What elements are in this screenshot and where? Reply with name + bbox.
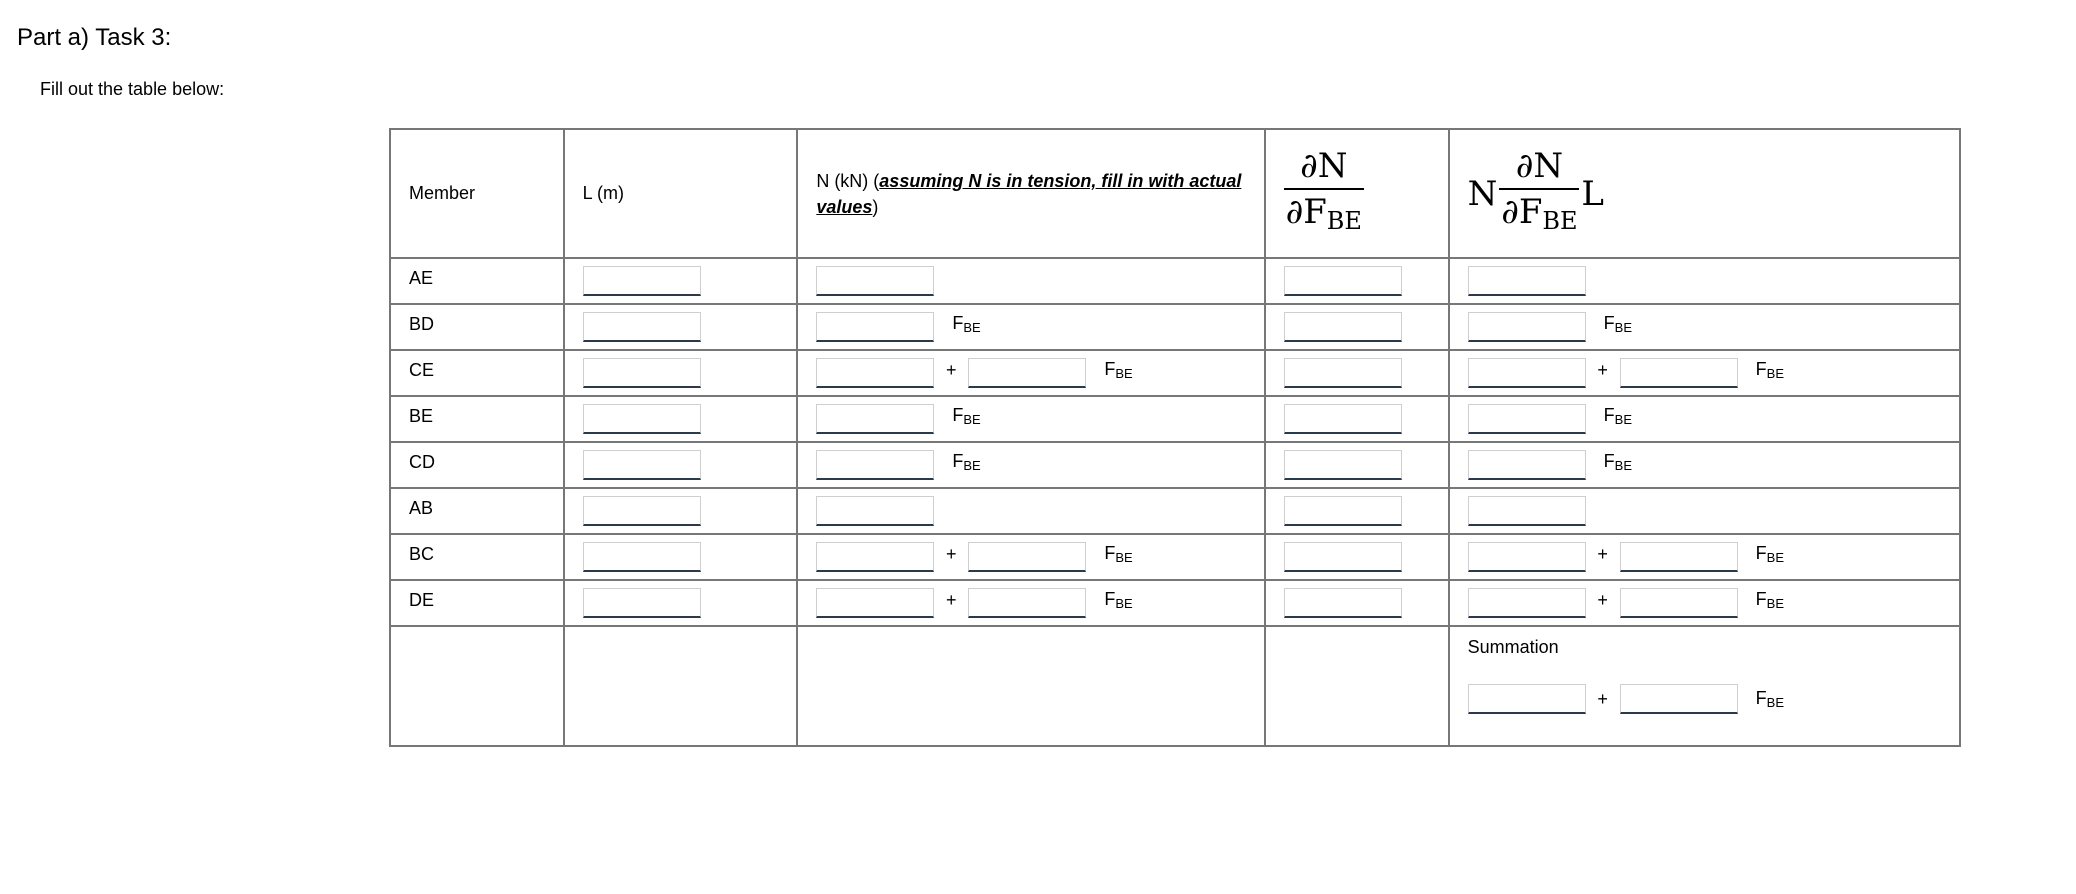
derivative-cell	[1265, 488, 1449, 534]
derivative-constant-input[interactable]	[1284, 450, 1402, 480]
fbe-subscript: BE	[1766, 695, 1784, 710]
member-cell	[390, 534, 564, 580]
derivative-cell	[1265, 350, 1449, 396]
product-cell	[1449, 488, 1960, 534]
fbe-term-label	[1604, 405, 1632, 427]
fbe-base: F	[952, 451, 964, 471]
fbe-subscript: BE	[963, 458, 981, 473]
fbe-subscript: BE	[963, 412, 981, 427]
product-constant-input[interactable]	[1468, 496, 1586, 526]
product-coefficient-input[interactable]	[1620, 588, 1738, 618]
fbe-term-label	[1104, 543, 1132, 565]
plus-sign: +	[1597, 359, 1608, 380]
length-cell	[564, 396, 798, 442]
fraction-bar	[1499, 188, 1579, 190]
derivative-constant-input[interactable]	[1284, 358, 1402, 388]
fbe-base: F	[1104, 589, 1116, 609]
summation-coefficient-input[interactable]	[1620, 684, 1738, 714]
member-name: BD	[409, 313, 435, 334]
fbe-term-label	[1104, 359, 1132, 381]
member-name: CE	[409, 359, 435, 380]
fbe-base: F	[952, 405, 964, 425]
length-cell	[564, 350, 798, 396]
product-constant-input[interactable]	[1468, 450, 1586, 480]
derivative-constant-input[interactable]	[1284, 266, 1402, 296]
member-name: AE	[409, 267, 434, 288]
header-member-label: Member	[409, 183, 476, 203]
fbe-subscript: BE	[1614, 320, 1632, 335]
header-length-label: L (m)	[582, 183, 624, 203]
derivative-fraction	[1284, 146, 1364, 241]
length-constant-input[interactable]	[583, 450, 701, 480]
product-constant-input[interactable]	[1468, 312, 1586, 342]
product-line	[1468, 581, 1941, 625]
empty-cell	[564, 626, 798, 746]
fbe-base: F	[1603, 313, 1615, 333]
length-constant-input[interactable]	[583, 358, 701, 388]
table-row	[390, 350, 1960, 396]
derivative-cell	[1265, 258, 1449, 304]
length-constant-input[interactable]	[583, 266, 701, 296]
force-constant-input[interactable]	[816, 588, 934, 618]
derivative-denominator-base: ∂F	[1285, 192, 1327, 232]
empty-cell	[390, 626, 564, 746]
force-line	[816, 443, 1245, 487]
force-line	[816, 397, 1245, 441]
product-constant-input[interactable]	[1468, 358, 1586, 388]
length-cell	[564, 580, 798, 626]
fbe-term-label	[952, 451, 980, 473]
force-constant-input[interactable]	[816, 312, 934, 342]
force-constant-input[interactable]	[816, 266, 934, 296]
table-row	[390, 488, 1960, 534]
product-cell	[1449, 442, 1960, 488]
product-denominator-sub: BE	[1542, 207, 1578, 235]
fbe-subscript: BE	[1115, 550, 1133, 565]
product-l: L	[1581, 173, 1604, 214]
table-row	[390, 534, 1960, 580]
force-cell	[797, 396, 1264, 442]
product-line	[1468, 489, 1941, 533]
fbe-term-label	[1756, 543, 1784, 565]
summation-row	[390, 626, 1960, 746]
length-line	[583, 259, 779, 303]
force-constant-input[interactable]	[816, 542, 934, 572]
force-cell	[797, 350, 1264, 396]
product-cell	[1449, 580, 1960, 626]
member-cell	[390, 580, 564, 626]
force-cell	[797, 580, 1264, 626]
force-constant-input[interactable]	[816, 358, 934, 388]
product-line	[1468, 351, 1941, 395]
fbe-term-label	[1756, 688, 1784, 710]
table-row	[390, 304, 1960, 350]
length-constant-input[interactable]	[583, 312, 701, 342]
fbe-subscript: BE	[1766, 366, 1784, 381]
member-name: CD	[409, 451, 435, 472]
product-coefficient-input[interactable]	[1620, 358, 1738, 388]
fbe-base: F	[1104, 543, 1116, 563]
force-line	[816, 259, 1245, 303]
force-line	[816, 305, 1245, 349]
derivative-cell	[1265, 442, 1449, 488]
empty-cell	[1265, 626, 1449, 746]
summation-cell	[1449, 626, 1960, 746]
product-cell	[1449, 304, 1960, 350]
plus-sign: +	[946, 543, 957, 564]
header-force-emphasis: assuming N is in tension, fill in with actual values	[816, 170, 1242, 217]
length-constant-input[interactable]	[583, 496, 701, 526]
product-constant-input[interactable]	[1468, 404, 1586, 434]
header-member	[390, 129, 564, 258]
product-constant-input[interactable]	[1468, 266, 1586, 296]
force-constant-input[interactable]	[816, 404, 934, 434]
product-line	[1468, 397, 1941, 441]
fbe-base: F	[952, 313, 964, 333]
fbe-base: F	[1104, 359, 1116, 379]
product-line	[1468, 443, 1941, 487]
derivative-line	[1284, 443, 1430, 487]
derivative-constant-input[interactable]	[1284, 588, 1402, 618]
force-constant-input[interactable]	[816, 496, 934, 526]
length-line	[583, 535, 779, 579]
length-cell	[564, 258, 798, 304]
member-name: AB	[409, 497, 434, 518]
length-line	[583, 397, 779, 441]
fbe-base: F	[1755, 589, 1767, 609]
product-cell	[1449, 258, 1960, 304]
force-coefficient-input[interactable]	[968, 358, 1086, 388]
length-line	[583, 305, 779, 349]
force-coefficient-input[interactable]	[968, 588, 1086, 618]
page-title: Part a) Task 3:	[17, 24, 172, 51]
fbe-subscript: BE	[1115, 596, 1133, 611]
length-constant-input[interactable]	[583, 588, 701, 618]
member-name: BE	[409, 405, 434, 426]
product-cell	[1449, 350, 1960, 396]
product-coefficient-input[interactable]	[1620, 542, 1738, 572]
force-constant-input[interactable]	[816, 450, 934, 480]
header-product	[1449, 129, 1960, 258]
derivative-cell	[1265, 396, 1449, 442]
header-force-suffix: )	[872, 196, 879, 217]
empty-cell	[797, 626, 1264, 746]
product-cell	[1449, 534, 1960, 580]
derivative-line	[1284, 489, 1430, 533]
force-cell	[797, 534, 1264, 580]
product-n: N	[1467, 173, 1498, 214]
length-cell	[564, 442, 798, 488]
length-line	[583, 489, 779, 533]
derivative-line	[1284, 305, 1430, 349]
table-header-row	[390, 129, 1960, 258]
length-cell	[564, 488, 798, 534]
member-cell	[390, 258, 564, 304]
derivative-numerator: ∂N	[1300, 146, 1348, 186]
product-expression	[1468, 146, 1604, 241]
derivative-constant-input[interactable]	[1284, 404, 1402, 434]
force-cell	[797, 442, 1264, 488]
summation-constant-input[interactable]	[1468, 684, 1586, 714]
product-line	[1468, 259, 1941, 303]
product-denominator	[1501, 192, 1577, 241]
derivative-denominator	[1286, 192, 1362, 241]
table-row	[390, 580, 1960, 626]
derivative-constant-input[interactable]	[1284, 312, 1402, 342]
derivative-cell	[1265, 580, 1449, 626]
member-name: DE	[409, 589, 435, 610]
fbe-term-label	[1756, 359, 1784, 381]
product-constant-input[interactable]	[1468, 542, 1586, 572]
fbe-subscript: BE	[1766, 596, 1784, 611]
fbe-base: F	[1603, 405, 1615, 425]
product-line	[1468, 535, 1941, 579]
table-row	[390, 258, 1960, 304]
force-line	[816, 581, 1245, 625]
header-derivative	[1265, 129, 1449, 258]
member-force-table	[389, 128, 1961, 747]
plus-sign: +	[1597, 543, 1608, 564]
derivative-cell	[1265, 534, 1449, 580]
fbe-base: F	[1755, 688, 1767, 708]
fbe-term-label	[952, 405, 980, 427]
product-denominator-base: ∂F	[1501, 192, 1543, 232]
fbe-subscript: BE	[1614, 412, 1632, 427]
header-force	[797, 129, 1264, 258]
plus-sign: +	[946, 589, 957, 610]
force-coefficient-input[interactable]	[968, 542, 1086, 572]
fbe-subscript: BE	[1766, 550, 1784, 565]
table-row	[390, 396, 1960, 442]
force-cell	[797, 304, 1264, 350]
derivative-line	[1284, 535, 1430, 579]
length-cell	[564, 304, 798, 350]
member-name: BC	[409, 543, 435, 564]
length-line	[583, 443, 779, 487]
derivative-line	[1284, 259, 1430, 303]
member-cell	[390, 350, 564, 396]
fraction-bar	[1284, 188, 1364, 190]
product-constant-input[interactable]	[1468, 588, 1586, 618]
member-cell	[390, 442, 564, 488]
header-length	[564, 129, 798, 258]
member-cell	[390, 304, 564, 350]
length-line	[583, 581, 779, 625]
plus-sign: +	[1597, 589, 1608, 610]
fbe-term-label	[952, 313, 980, 335]
force-line	[816, 535, 1245, 579]
member-cell	[390, 396, 564, 442]
fbe-subscript: BE	[963, 320, 981, 335]
force-cell	[797, 258, 1264, 304]
member-cell	[390, 488, 564, 534]
summation-label: Summation	[1467, 637, 1559, 657]
fbe-base: F	[1755, 359, 1767, 379]
fbe-subscript: BE	[1115, 366, 1133, 381]
derivative-cell	[1265, 304, 1449, 350]
length-constant-input[interactable]	[583, 404, 701, 434]
fbe-base: F	[1603, 451, 1615, 471]
product-fraction	[1499, 146, 1579, 241]
force-line	[816, 489, 1245, 533]
product-line	[1468, 305, 1941, 349]
length-constant-input[interactable]	[583, 542, 701, 572]
header-force-prefix: N (kN) (	[816, 170, 880, 191]
derivative-line	[1284, 397, 1430, 441]
force-line	[816, 351, 1245, 395]
length-line	[583, 351, 779, 395]
summation-line	[1468, 684, 1941, 714]
derivative-line	[1284, 581, 1430, 625]
derivative-line	[1284, 351, 1430, 395]
plus-sign: +	[1597, 688, 1608, 709]
fbe-term-label	[1604, 451, 1632, 473]
derivative-denominator-sub: BE	[1326, 207, 1362, 235]
fbe-term-label	[1604, 313, 1632, 335]
fbe-subscript: BE	[1614, 458, 1632, 473]
length-cell	[564, 534, 798, 580]
plus-sign: +	[946, 359, 957, 380]
force-cell	[797, 488, 1264, 534]
instruction-text: Fill out the table below:	[40, 79, 225, 99]
table-row	[390, 442, 1960, 488]
fbe-term-label	[1756, 589, 1784, 611]
product-numerator: ∂N	[1515, 146, 1564, 186]
derivative-constant-input[interactable]	[1284, 542, 1402, 572]
derivative-constant-input[interactable]	[1284, 496, 1402, 526]
product-cell	[1449, 396, 1960, 442]
fbe-term-label	[1104, 589, 1132, 611]
fbe-base: F	[1755, 543, 1767, 563]
